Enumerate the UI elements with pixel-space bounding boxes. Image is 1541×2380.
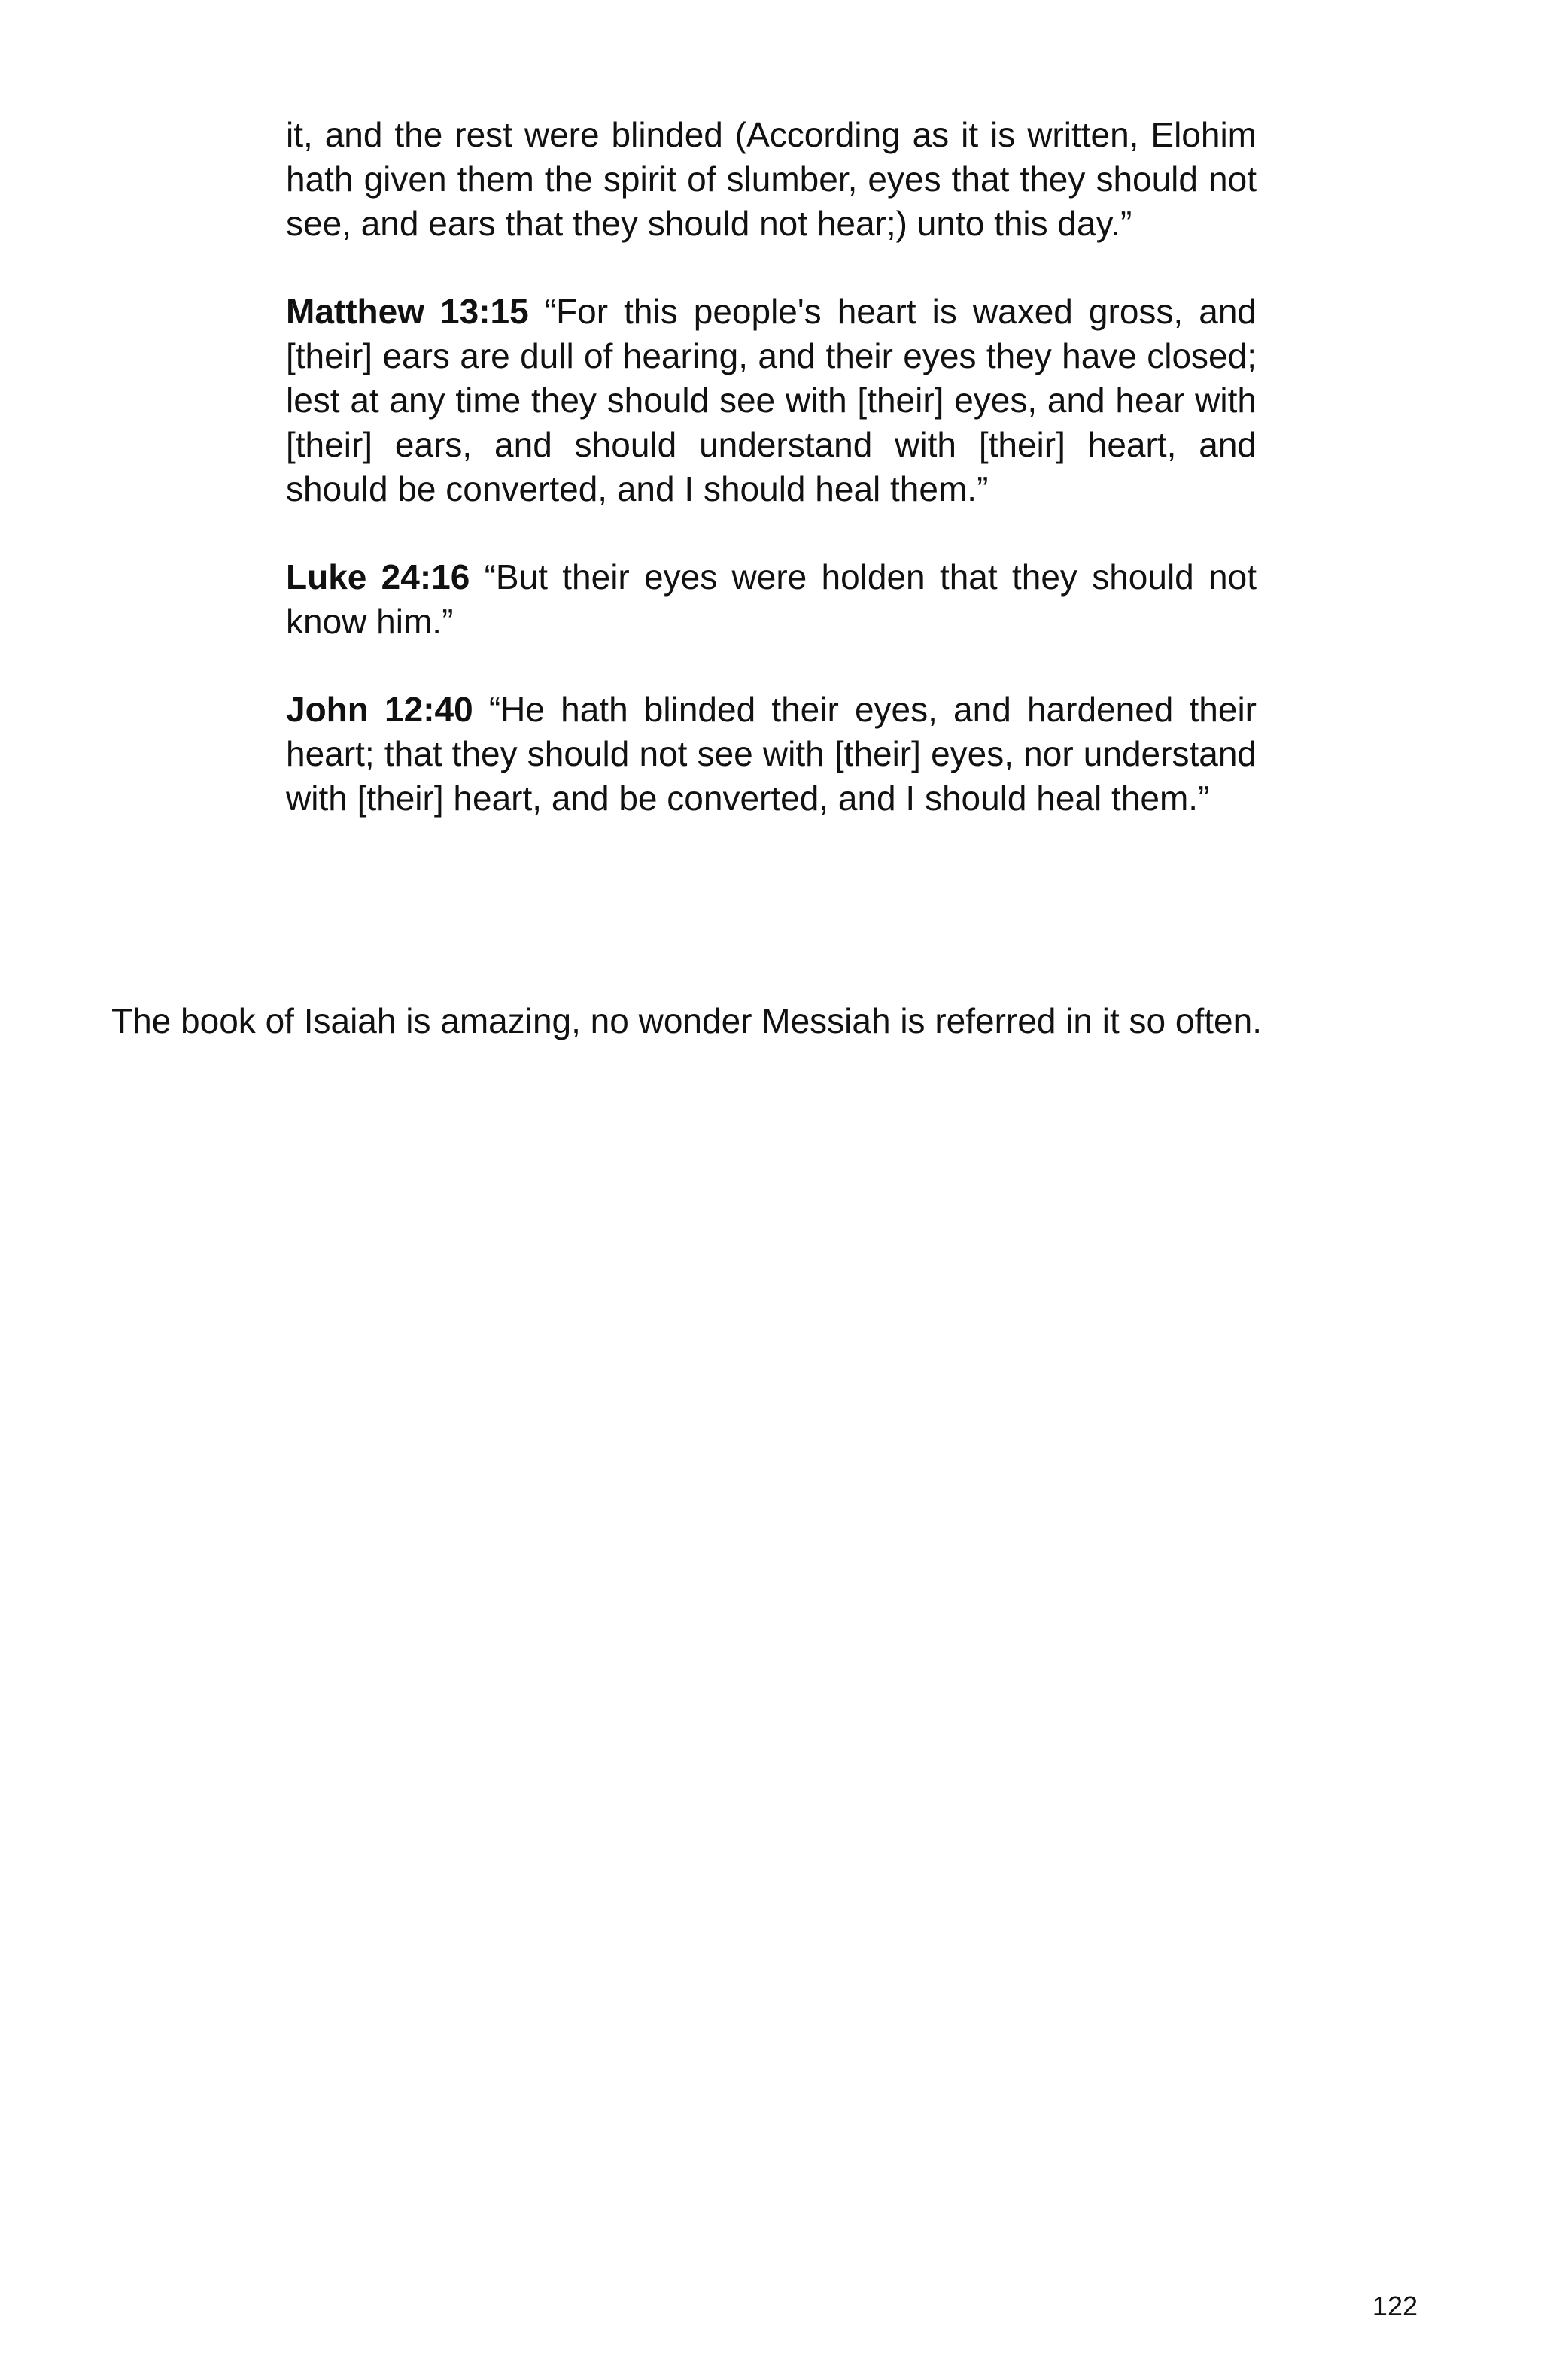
continued-quote-paragraph: it, and the rest were blinded (According as it is written, Elohim hath given them the spirit of slumber, eyes that they should not see, and ears that they should not hear;) unto this day.”	[286, 115, 1257, 243]
closing-paragraph: The book of Isaiah is amazing, no wonder Messiah is referred in it so often.	[111, 1001, 1263, 1040]
verse-text: “He hath blinded their eyes, and hardened their heart; that they should not see with [their] eyes, nor understand with [their] heart, and be converted, and I should heal them.”	[286, 690, 1257, 818]
verse-paragraph-luke	[286, 555, 1257, 644]
verse-paragraph-john	[286, 688, 1257, 821]
scripture-quote-block	[286, 113, 1257, 864]
verse-reference: John 12:40	[286, 690, 473, 729]
verse-reference: Matthew 13:15	[286, 292, 529, 331]
verse-reference: Luke 24:16	[286, 557, 470, 597]
verse-paragraph-matthew	[286, 290, 1257, 512]
verse-text: “But their eyes were holden that they should not know him.”	[286, 557, 1257, 641]
page-number: 122	[1372, 2290, 1418, 2321]
verse-text: “For this people's heart is waxed gross, and [their] ears are dull of hearing, and their eyes they have closed; lest at any time they should see with [their] eyes, and hear with [their] ears, and should understand with [their] heart, and should be converted, and I should heal them.”	[286, 292, 1257, 508]
